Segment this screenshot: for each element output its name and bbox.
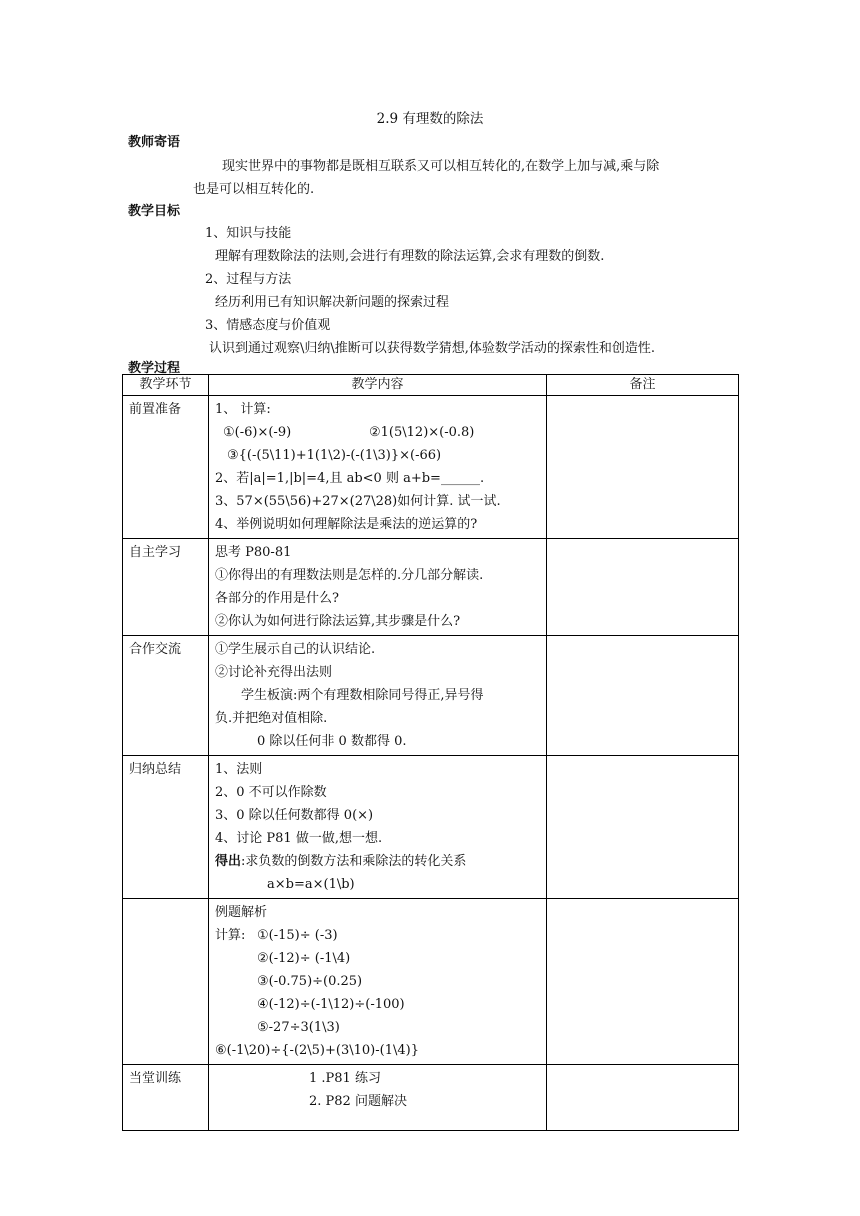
teacher-note-line-1: 现实世界中的事物都是既相互联系又可以相互转化的,在数学上加与减,乘与除: [222, 159, 660, 174]
process-table: [122, 374, 739, 1131]
content-line: 例题解析: [215, 905, 268, 920]
content-line: 各部分的作用是什么?: [215, 591, 339, 606]
content-line: ①你得出的有理数法则是怎样的.分几部分解读.: [215, 568, 484, 583]
content-line: 负.并把绝对值相除.: [215, 711, 328, 726]
stage-cell: 合作交流: [123, 636, 209, 756]
stage-cell: 归纳总结: [123, 756, 209, 899]
content-line: 2. P82 问题解决: [309, 1094, 407, 1109]
content-line: 1、 计算:: [215, 402, 271, 417]
notes-cell: [547, 539, 739, 636]
content-line: 思考 P80-81: [215, 545, 292, 560]
goals-heading: 教学目标: [128, 204, 181, 219]
content-line: a×b=a×(1\b): [267, 877, 355, 892]
teacher-note-line-2: 也是可以相互转化的.: [193, 182, 315, 197]
table-row: [123, 539, 739, 636]
content-cell: [209, 636, 547, 756]
notes-cell: [547, 636, 739, 756]
process-heading: 教学过程: [128, 361, 181, 376]
content-line-pair: [215, 850, 540, 873]
content-line-pair: [215, 421, 540, 444]
content-line: ③(-0.75)÷(0.25): [257, 974, 363, 989]
table-header-row: [123, 375, 739, 396]
stage-cell: [123, 899, 209, 1065]
table-row: [123, 899, 739, 1065]
content-cell: [209, 1065, 547, 1131]
content-cell: [209, 899, 547, 1065]
table-row: [123, 1065, 739, 1131]
content-line: ②讨论补充得出法则: [215, 665, 333, 680]
goal-item: 理解有理数除法的法则,会进行有理数的除法运算,会求有理数的倒数.: [215, 249, 605, 264]
stage-cell: 自主学习: [123, 539, 209, 636]
stage-cell: 前置准备: [123, 396, 209, 539]
goal-item: 认识到通过观察\归纳\推断可以获得数学猜想,体验数学活动的探索性和创造性.: [209, 341, 656, 356]
content-line: 2、若|a|=1,|b|=4,且 ab<0 则 a+b=______.: [215, 471, 485, 486]
derived-label: 得出: [215, 854, 242, 869]
content-cell: [209, 756, 547, 899]
goal-item: 1、知识与技能: [205, 226, 292, 241]
content-line: ②(-12)÷ (-1\4): [257, 951, 351, 966]
content-line: 计算:: [215, 928, 246, 943]
goal-item: 3、情感态度与价值观: [205, 318, 331, 333]
content-line: ②1(5\12)×(-0.8): [369, 425, 475, 440]
table-row: [123, 636, 739, 756]
content-line-pair: [215, 924, 540, 947]
column-header-notes: 备注: [547, 375, 739, 396]
goal-item: 2、过程与方法: [205, 272, 292, 287]
content-line: ①(-6)×(-9): [223, 425, 292, 440]
goal-item: 经历利用已有知识解决新问题的探索过程: [215, 295, 450, 310]
column-header-stage: 教学环节: [123, 375, 209, 396]
notes-cell: [547, 756, 739, 899]
content-line: ②你认为如何进行除法运算,其步骤是什么?: [215, 614, 461, 629]
notes-cell: [547, 1065, 739, 1131]
teacher-note-heading: 教师寄语: [128, 135, 181, 150]
content-line: ①(-15)÷ (-3): [257, 928, 338, 943]
notes-cell: [547, 899, 739, 1065]
column-header-content: 教学内容: [209, 375, 547, 396]
content-line: 0 除以任何非 0 数都得 0.: [257, 734, 407, 749]
content-line: 4、举例说明如何理解除法是乘法的逆运算的?: [215, 517, 478, 532]
page-title: 2.9 有理数的除法: [376, 111, 484, 127]
content-cell: [209, 396, 547, 539]
table-row: [123, 756, 739, 899]
notes-cell: [547, 396, 739, 539]
content-line: 学生板演:两个有理数相除同号得正,异号得: [241, 688, 484, 703]
content-line: ④(-12)÷(-1\12)÷(-100): [257, 997, 405, 1012]
stage-cell: 当堂训练: [123, 1065, 209, 1131]
content-line: ⑤-27÷3(1\3): [257, 1020, 340, 1035]
content-line: ①学生展示自己的认识结论.: [215, 642, 376, 657]
content-line: 3、57×(55\56)+27×(27\28)如何计算. 试一试.: [215, 494, 501, 509]
content-line: 1、法则: [215, 762, 263, 777]
content-line: 2、0 不可以作除数: [215, 785, 327, 800]
content-line: 1 .P81 练习: [309, 1071, 381, 1086]
content-cell: [209, 539, 547, 636]
content-line: :求负数的倒数方法和乘除法的转化关系: [241, 854, 467, 869]
content-line: ⑥(-1\20)÷{-(2\5)+(3\10)-(1\4)}: [215, 1043, 419, 1058]
content-line: ③{(-(5\11)+1(1\2)-(-(1\3)}×(-66): [227, 448, 442, 463]
content-line: 4、讨论 P81 做一做,想一想.: [215, 831, 383, 846]
table-row: [123, 396, 739, 539]
content-line: 3、0 除以任何数都得 0(×): [215, 808, 374, 823]
